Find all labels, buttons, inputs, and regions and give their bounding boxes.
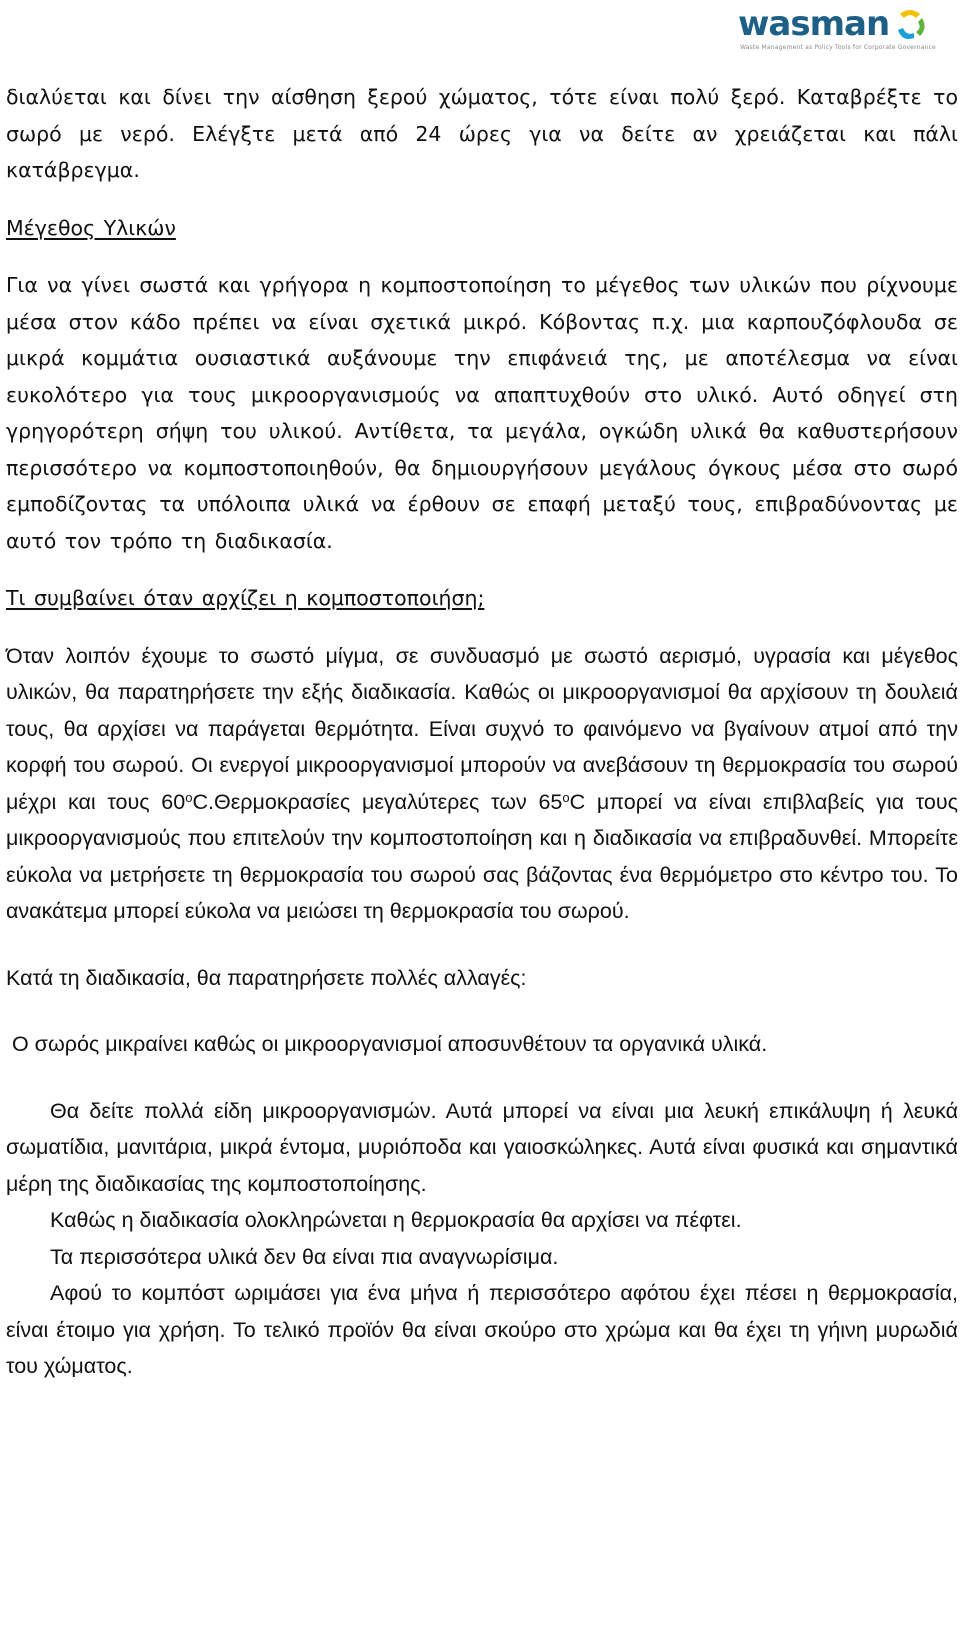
paragraph-pile-shrinks: Ο σωρός μικραίνει καθώς οι μικροοργανισμοί αποσυνθέτουν τα οργανικά υλικά. bbox=[6, 1032, 768, 1056]
list-item bbox=[6, 1202, 958, 1239]
paragraph-temperature bbox=[6, 638, 958, 930]
degree-superscript-2: ο bbox=[562, 789, 570, 805]
recycle-swirl-icon bbox=[892, 6, 928, 42]
degree-superscript-1: ο bbox=[185, 789, 193, 805]
paragraph-material-size: Για να γίνει σωστά και γρήγορα η κομποστοποίηση το μέγεθος των υλικών που ρίχνουμε μέσα στον κάδο πρέπει να είναι σχετικά μικρό. Κόβοντας π.χ. μια καρπουζόφλουδα σε μικρά κομμάτια ουσιαστικά αυξάνουμε την επιφάνειά της, με αποτέλεσμα να είναι ευκολότερο για τους μικροοργανισμούς να απαπτυχθούν στο υλικό. Αυτό οδηγεί στη γρηγορότερη σήψη του υλικού. Αντίθετα, τα μεγάλα, ογκώδη υλικά θα καθυστερήσουν περισσότερο να κομποστοποιηθούν, θα δημιουργήσουν μεγάλους όγκους μέσα στο σωρό εμποδίζοντας τα υπόλοιπα υλικά να έρθουν σε επαφή μεταξύ τους, επιβραδύνοντας με αυτό τον τρόπο τη διαδικασία. bbox=[6, 273, 958, 553]
bullet-icon bbox=[0, 1239, 6, 1276]
paragraph-temperature-part2: C.Θερμοκρασίες μεγαλύτερες των 65 bbox=[192, 789, 563, 814]
list-item-text: Καθώς η διαδικασία ολοκληρώνεται η θερμοκρασία θα αρχίσει να πέφτει. bbox=[50, 1208, 742, 1232]
changes-list bbox=[6, 1093, 958, 1385]
list-item-text: Τα περισσότερα υλικά δεν θα είναι πια αναγνωρίσιμα. bbox=[50, 1244, 559, 1269]
list-item-text: Αφού το κομπόστ ωριμάσει για ένα μήνα ή περισσότερο αφότου έχει πέσει η θερμοκρασία, είναι έτοιμο για χρήση. Το τελικό προϊόν θα είναι σκούρο στο χρώμα και θα έχει τη γήινη μυρωδιά του χώματος. bbox=[6, 1281, 958, 1378]
list-item bbox=[6, 1239, 958, 1276]
list-item bbox=[6, 1275, 958, 1385]
logo-tagline: Waste Management as Policy Tools for Corporate Governance bbox=[740, 44, 936, 51]
wasman-logo bbox=[738, 4, 936, 54]
logo-wordmark: wasman bbox=[738, 4, 890, 44]
bullet-icon bbox=[0, 1093, 6, 1130]
paragraph-changes-intro: Κατά τη διαδικασία, θα παρατηρήσετε πολλές αλλαγές: bbox=[6, 965, 527, 990]
list-item-text: Θα δείτε πολλά είδη μικροοργανισμών. Αυτά μπορεί να είναι μια λευκή επικάλυψη ή λευκά σωματίδια, μανιτάρια, μικρά έντομα, μυριόποδα και γαιοσκώληκες. Αυτά είναι φυσικά και σημαντικά μέρη της διαδικασίας της κομποστοποίησης. bbox=[6, 1098, 958, 1196]
paragraph-temperature-part3: C μπορεί να είναι επιβλαβείς για τους μικροοργανισμούς που επιτελούν την κομποστοποίηση και η διαδικασία να επιβραδυνθεί. Μπορείτε εύκολα να μετρήσετε τη θερμοκρασία του σωρού σας βάζοντας ένα θερμόμετρο στο κέντρο του. Το ανακάτεμα μπορεί εύκολα να μειώσει τη θερμοκρασία του σωρού. bbox=[6, 789, 959, 923]
paragraph-watering: διαλύεται και δίνει την αίσθηση ξερού χώματος, τότε είναι πολύ ξερό. Καταβρέξτε το σωρό με νερό. Ελέγξτε μετά από 24 ώρες για να δείτε αν χρειάζεται και πάλι κατάβρεγμα. bbox=[6, 85, 958, 182]
list-item bbox=[6, 1093, 958, 1203]
paragraph-temperature-part1: Όταν λοιπόν έχουμε το σωστό μίγμα, σε συνδυασμό με σωστό αερισμό, υγρασία και μέγεθος υλικών, θα παρατηρήσετε την εξής διαδικασία. Καθώς οι μικροοργανισμοί θα αρχίσουν τη δουλειά τους, θα αρχίσει να παράγεται θερμότητα. Είναι συχνό το φαινόμενο να βγαίνουν ατμοί από την κορφή του σωρού. Οι ενεργοί μικροοργανισμοί μπορούν να ανεβάσουν τη θερμοκρασία του σωρού μέχρι και τους 60 bbox=[6, 643, 958, 814]
bullet-icon bbox=[0, 1202, 6, 1239]
document-body bbox=[6, 79, 958, 1385]
heading-material-size: Μέγεθος Υλικών bbox=[6, 215, 176, 240]
bullet-icon bbox=[0, 1275, 6, 1312]
heading-what-happens: Τι συμβαίνει όταν αρχίζει η κομποστοποιήση; bbox=[6, 586, 485, 610]
